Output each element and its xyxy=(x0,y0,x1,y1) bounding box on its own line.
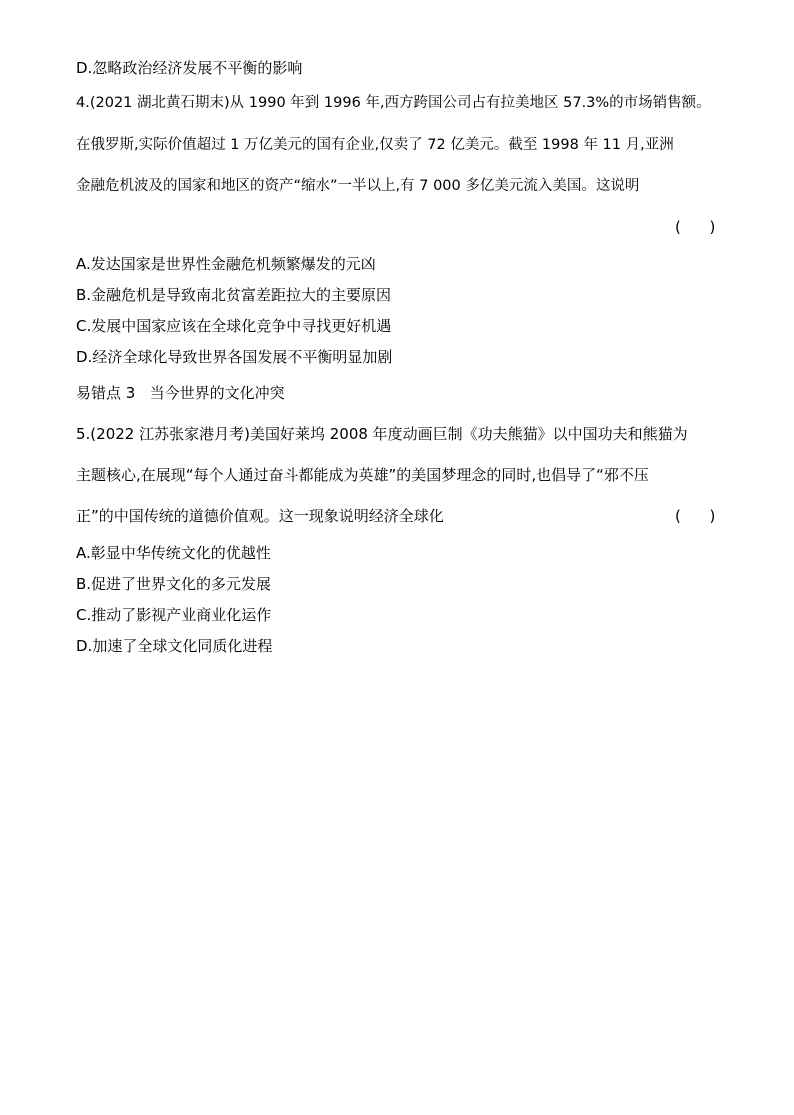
q5-option-d: D.加速了全球文化同质化进程 xyxy=(76,637,273,655)
q4-answer-bracket: ( ) xyxy=(675,218,716,236)
q5-answer-bracket: ( ) xyxy=(675,507,716,525)
q5-stem-line-3: 正”的中国传统的道德价值观。这一现象说明经济全球化 xyxy=(76,507,444,525)
q5-stem-line-1: 5.(2022 江苏张家港月考)美国好莱坞 2008 年度动画巨制《功夫熊猫》以中国功夫和熊猫为 xyxy=(76,425,688,443)
section-heading: 易错点 3 当今世界的文化冲突 xyxy=(76,384,285,402)
q4-stem-line-1: 4.(2021 湖北黄石期末)从 1990 年到 1996 年,西方跨国公司占有拉美地区 57.3%的市场销售额。 xyxy=(76,95,711,111)
q5-option-c: C.推动了影视产业商业化运作 xyxy=(76,606,272,624)
q4-stem-line-2: 在俄罗斯,实际价值超过 1 万亿美元的国有企业,仅卖了 72 亿美元。截至 1998 年 11 月,亚洲 xyxy=(76,137,674,153)
q4-option-a: A.发达国家是世界性金融危机频繁爆发的元凶 xyxy=(76,255,376,273)
q5-option-b: B.促进了世界文化的多元发展 xyxy=(76,575,272,593)
q3-option-d: D.忽略政治经济发展不平衡的影响 xyxy=(76,59,303,77)
q4-stem-line-3: 金融危机波及的国家和地区的资产“缩水”一半以上,有 7 000 多亿美元流入美国。这说明 xyxy=(76,178,640,194)
q4-option-c: C.发展中国家应该在全球化竞争中寻找更好机遇 xyxy=(76,317,392,335)
q4-option-b: B.金融危机是导致南北贫富差距拉大的主要原因 xyxy=(76,286,392,304)
q5-stem-line-2: 主题核心,在展现“每个人通过奋斗都能成为英雄”的美国梦理念的同时,也倡导了“邪不压 xyxy=(76,466,649,484)
q5-option-a: A.彰显中华传统文化的优越性 xyxy=(76,544,271,562)
q4-option-d: D.经济全球化导致世界各国发展不平衡明显加剧 xyxy=(76,348,393,366)
